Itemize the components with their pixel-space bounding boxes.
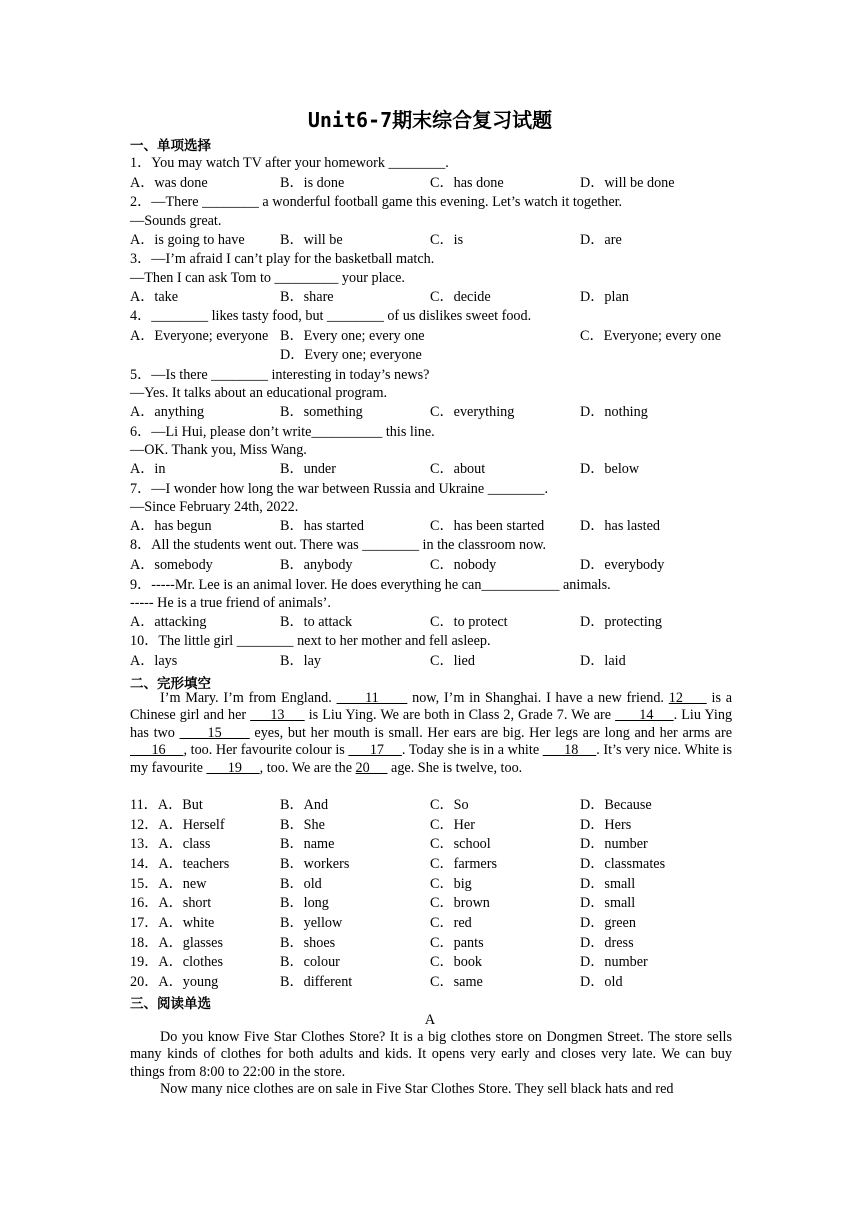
cloze-q14-option-c: C．farmers xyxy=(430,856,497,872)
q7-option-b: B．has started xyxy=(280,518,364,534)
cloze-q20-option-d: D．old xyxy=(580,974,623,990)
blank-17: 17 xyxy=(348,742,402,759)
question-8: 8．All the students went out. There was ________ in the classroom now. xyxy=(130,537,547,553)
q1-option-b: B．is done xyxy=(280,175,345,191)
q1-option-a: A．was done xyxy=(130,175,208,191)
question-6: 6．—Li Hui, please don’t write__________ this line. xyxy=(130,424,435,440)
q2-option-d: D．are xyxy=(580,232,622,248)
blank-12: 12 xyxy=(668,690,707,706)
cloze-q15-option-d: D．small xyxy=(580,876,636,892)
cloze-q11-option-b: B．And xyxy=(280,797,329,813)
q8-option-a: A．somebody xyxy=(130,557,213,573)
q1-option-d: D．will be done xyxy=(580,175,675,191)
blank-19: 19 xyxy=(206,759,260,776)
question-2: 2．—There ________ a wonderful football game this evening. Let’s watch it together. xyxy=(130,194,623,210)
question-6-reply: —OK. Thank you, Miss Wang. xyxy=(130,442,307,458)
reading-paragraph-2: Now many nice clothes are on sale in Five Star Clothes Store. They sell black hats and red xyxy=(160,1081,674,1097)
q9-option-c: C．to protect xyxy=(430,614,508,630)
question-7-reply: —Since February 24th, 2022. xyxy=(130,499,299,515)
q5-option-a: A．anything xyxy=(130,404,205,420)
cloze-q20-option-c: C．same xyxy=(430,974,483,990)
cloze-q16-option-c: C．brown xyxy=(430,895,490,911)
q6-option-a: A．in xyxy=(130,461,166,477)
reading-paragraph-1: Do you know Five Star Clothes Store? It is a big clothes store on Dongmen Street. The store sells many kinds of clothes for both adults and kids. It opens very early and closes very late. We can buy things from 8:00 to 22:00 in the store. xyxy=(130,1029,732,1080)
cloze-q20-option-a: 20．A．young xyxy=(130,974,219,990)
cloze-q12-option-a: 12．A．Herself xyxy=(130,817,225,833)
cloze-q19-option-a: 19．A．clothes xyxy=(130,954,223,970)
question-5-reply: —Yes. It talks about an educational program. xyxy=(130,385,388,401)
q2-option-c: C．is xyxy=(430,232,464,248)
q9-option-b: B．to attack xyxy=(280,614,353,630)
q5-option-b: B．something xyxy=(280,404,363,420)
q7-option-a: A．has begun xyxy=(130,518,212,534)
q4-option-a: A．Everyone; everyone xyxy=(130,328,269,344)
cloze-q16-option-d: D．small xyxy=(580,895,636,911)
cloze-q13-option-b: B．name xyxy=(280,836,335,852)
cloze-q17-option-c: C．red xyxy=(430,915,472,931)
blank-11: 11 xyxy=(336,690,408,706)
q3-option-d: D．plan xyxy=(580,289,629,305)
cloze-q17-option-b: B．yellow xyxy=(280,915,343,931)
cloze-q13-option-d: D．number xyxy=(580,836,648,852)
cloze-q14-option-a: 14．A．teachers xyxy=(130,856,230,872)
section-heading-single-choice: 一、单项选择 xyxy=(130,138,211,154)
cloze-q11-option-c: C．So xyxy=(430,797,469,813)
blank-14: 14 xyxy=(615,707,674,724)
section-heading-reading: 三、阅读单选 xyxy=(130,996,211,1012)
cloze-q13-option-a: 13．A．class xyxy=(130,836,211,852)
q4-option-b: B．Every one; every one xyxy=(280,328,425,344)
blank-20: 20 xyxy=(355,759,388,776)
cloze-q16-option-b: B．long xyxy=(280,895,329,911)
question-3-reply: —Then I can ask Tom to _________ your place. xyxy=(130,270,405,286)
blank-13: 13 xyxy=(250,707,305,724)
cloze-q16-option-a: 16．A．short xyxy=(130,895,212,911)
cloze-q13-option-c: C．school xyxy=(430,836,491,852)
cloze-q18-option-a: 18．A．glasses xyxy=(130,935,224,951)
q5-option-c: C．everything xyxy=(430,404,515,420)
blank-18: 18 xyxy=(542,742,597,759)
cloze-q11-option-a: 11．A．But xyxy=(130,797,203,813)
question-3: 3．—I’m afraid I can’t play for the basketball match. xyxy=(130,251,435,267)
question-2-reply: —Sounds great. xyxy=(130,213,222,229)
q4-option-d: D．Every one; everyone xyxy=(280,347,422,363)
blank-15: 15 xyxy=(179,724,250,741)
q3-option-b: B．share xyxy=(280,289,334,305)
cloze-q15-option-c: C．big xyxy=(430,876,472,892)
q10-option-a: A．lays xyxy=(130,653,178,669)
cloze-q14-option-b: B．workers xyxy=(280,856,350,872)
cloze-q11-option-d: D．Because xyxy=(580,797,652,813)
q9-option-a: A．attacking xyxy=(130,614,207,630)
passage-label: A xyxy=(424,1012,436,1028)
q7-option-c: C．has been started xyxy=(430,518,545,534)
q2-option-b: B．will be xyxy=(280,232,343,248)
q2-option-a: A．is going to have xyxy=(130,232,245,248)
cloze-q14-option-d: D．classmates xyxy=(580,856,666,872)
cloze-q12-option-c: C．Her xyxy=(430,817,475,833)
cloze-q19-option-d: D．number xyxy=(580,954,648,970)
cloze-q17-option-d: D．green xyxy=(580,915,636,931)
question-4: 4．________ likes tasty food, but ________ of us dislikes sweet food. xyxy=(130,308,532,324)
q8-option-c: C．nobody xyxy=(430,557,497,573)
cloze-passage: I’m Mary. I’m from England. 11 now, I’m in Shanghai. I have a new friend. 12 is a Chinese girl and her 13 is Liu Ying. We are both in Class 2, Grade 7. We are 14 . Liu Ying has two 15 eyes, but her mouth is small. Her ears are big. Her legs are long and her arms are 16 , too. Her favourite colour is 17 . Today she is in a white 18 . It’s very nice. White is my favourite 19 , too. We are the 20 age. She is twelve, too. xyxy=(130,690,733,776)
cloze-q17-option-a: 17．A．white xyxy=(130,915,215,931)
cloze-q15-option-a: 15．A．new xyxy=(130,876,207,892)
cloze-q20-option-b: B．different xyxy=(280,974,353,990)
section-heading-cloze: 二、完形填空 xyxy=(130,676,211,692)
q8-option-b: B．anybody xyxy=(280,557,353,573)
blank-16: 16 xyxy=(130,742,184,759)
q10-option-b: B．lay xyxy=(280,653,321,669)
q3-option-c: C．decide xyxy=(430,289,491,305)
q10-option-c: C．lied xyxy=(430,653,475,669)
q6-option-d: D．below xyxy=(580,461,640,477)
cloze-q19-option-b: B．colour xyxy=(280,954,340,970)
q8-option-d: D．everybody xyxy=(580,557,665,573)
question-9-reply: ----- He is a true friend of animals’. xyxy=(130,595,331,611)
cloze-q18-option-c: C．pants xyxy=(430,935,484,951)
page-title: Unit6-7期末综合复习试题 xyxy=(307,108,553,132)
cloze-q12-option-d: D．Hers xyxy=(580,817,632,833)
q10-option-d: D．laid xyxy=(580,653,626,669)
q9-option-d: D．protecting xyxy=(580,614,662,630)
q3-option-a: A．take xyxy=(130,289,179,305)
question-7: 7．—I wonder how long the war between Russia and Ukraine ________. xyxy=(130,481,549,497)
q6-option-c: C．about xyxy=(430,461,486,477)
question-5: 5．—Is there ________ interesting in today’s news? xyxy=(130,367,430,383)
q4-option-c: C．Everyone; every one xyxy=(580,328,722,344)
q5-option-d: D．nothing xyxy=(580,404,648,420)
question-9: 9．-----Mr. Lee is an animal lover. He does everything he can___________ animals. xyxy=(130,577,611,593)
question-1: 1．You may watch TV after your homework ________. xyxy=(130,155,449,171)
cloze-q12-option-b: B．She xyxy=(280,817,325,833)
q1-option-c: C．has done xyxy=(430,175,504,191)
cloze-q18-option-d: D．dress xyxy=(580,935,634,951)
cloze-q18-option-b: B．shoes xyxy=(280,935,336,951)
q7-option-d: D．has lasted xyxy=(580,518,660,534)
q6-option-b: B．under xyxy=(280,461,336,477)
question-10: 10．The little girl ________ next to her mother and fell asleep. xyxy=(130,633,491,649)
cloze-q15-option-b: B．old xyxy=(280,876,322,892)
cloze-q19-option-c: C．book xyxy=(430,954,483,970)
